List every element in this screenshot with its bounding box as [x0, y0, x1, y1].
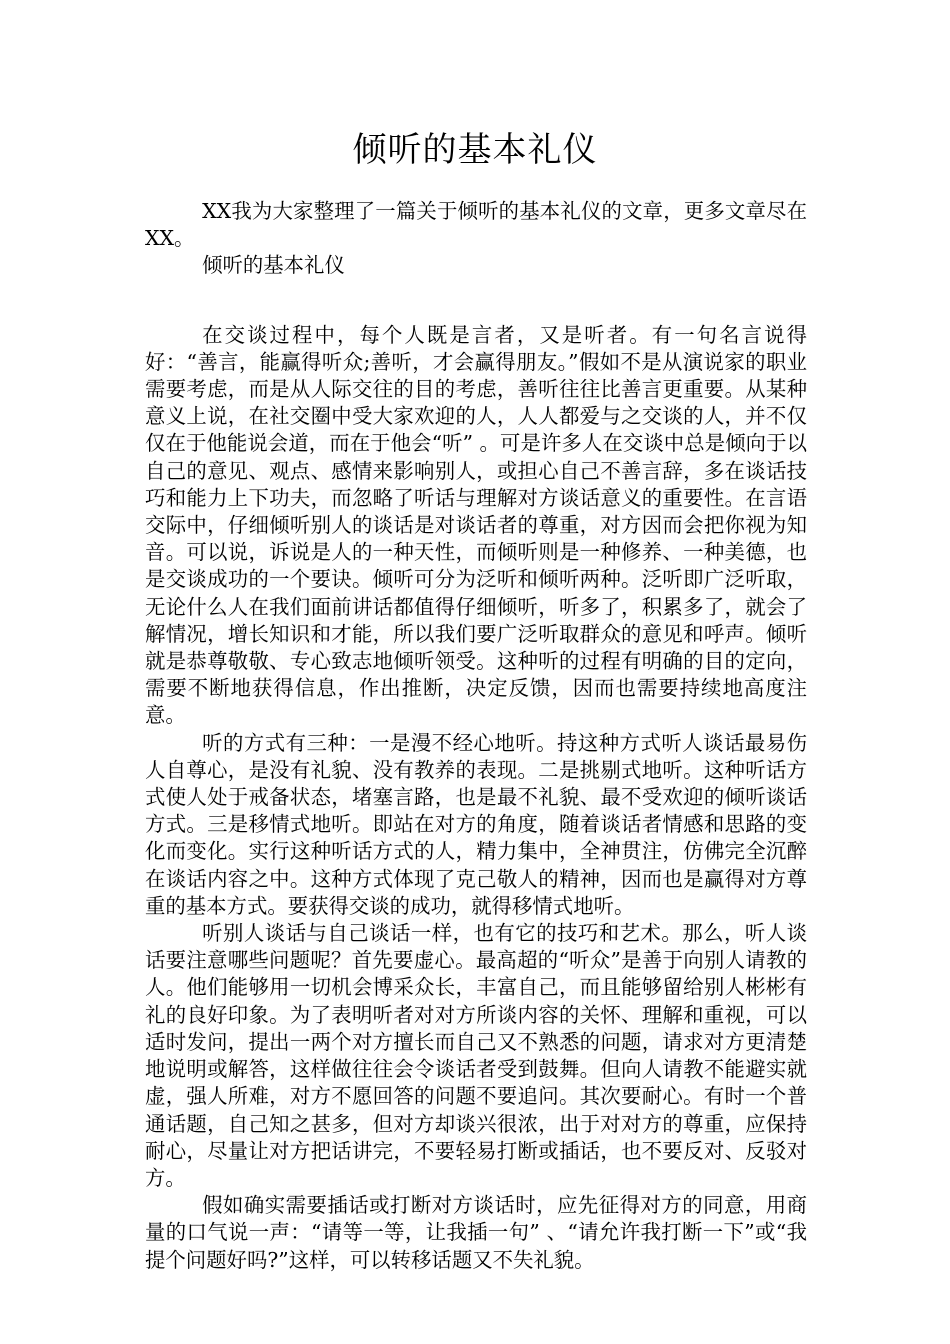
intro-paragraph: XX我为大家整理了一篇关于倾听的基本礼仪的文章，更多文章尽在XX。 [145, 199, 807, 251]
page-title: 倾听的基本礼仪 [352, 130, 598, 170]
blank-line [145, 280, 807, 322]
body-paragraph: 在交谈过程中，每个人既是言者，又是听者。有一句名言说得好：“善言，能赢得听众;善听，才会赢得朋友。”假如不是从演说家的职业需要考虑，而是从人际交往的目的考虑，善听往往比善言更重要。从某种意义上说，在社交圈中受大家欢迎的人，人人都爱与之交谈的人，并不仅仅在于他能说会道，而在于他会“听” 。可是许多人在交谈中总是倾向于以自己的意见、观点、感情来影响别人，或担心自己不善言辞，多在谈话技巧和能力上下功夫，而忽略了听话与理解对方谈话意义的重要性。在言语交际中，仔细倾听别人的谈话是对谈话者的尊重，对方因而会把你视为知音。可以说，诉说是人的一种天性，而倾听则是一种修养、一种美德，也是交谈成功的一个要诀。倾听可分为泛听和倾听两种。泛听即广泛听取，无论什么人在我们面前讲话都值得仔细倾听，听多了，积累多了，就会了解情况，增长知识和才能，所以我们要广泛听取群众的意见和呼声。倾听就是恭尊敬敬、专心致志地倾听领受。这种听的过程有明确的目的定向，需要不断地获得信息，作出推断，决定反馈，因而也需要持续地高度注意。 [145, 322, 807, 728]
body-paragraph: 假如确实需要插话或打断对方谈话时，应先征得对方的同意，用商量的口气说一声：“请等一等，让我插一句” 、“请允许我打断一下”或“我提个问题好吗?”这样，可以转移话题又不失礼貌。 [145, 1193, 807, 1272]
body-paragraph: 听别人谈话与自己谈话一样，也有它的技巧和艺术。那么，听人谈话要注意哪些问题呢？首先要虚心。最高超的“听众”是善于向别人请教的人。他们能够用一切机会博采众长，丰富自己，而且能够留给别人彬彬有礼的良好印象。为了表明听者对对方所谈内容的关怀、理解和重视，可以适时发问，提出一两个对方擅长而自己又不熟悉的问题，请求对方更清楚地说明或解答，这样做往往会令谈话者受到鼓舞。但向人请教不能避实就虚，强人所难，对方不愿回答的问题不要追问。其次要耐心。有时一个普通话题，自己知之甚多，但对方却谈兴很浓，出于对对方的尊重，应保持耐心，尽量让对方把话讲完，不要轻易打断或插话，也不要反对、反驳对方。 [145, 921, 807, 1190]
section-subtitle: 倾听的基本礼仪 [202, 253, 345, 278]
body-paragraph: 听的方式有三种：一是漫不经心地听。持这种方式听人谈话最易伤人自尊心，是没有礼貌、没有教养的表现。二是挑剔式地听。这种听话方式使人处于戒备状态，堵塞言路，也是最不礼貌、最不受欢迎的倾听谈话方式。三是移情式地听。即站在对方的角度，随着谈话者情感和思路的变化而变化。实行这种听话方式的人，精力集中，全神贯注，仿佛完全沉醉在谈话内容之中。这种方式体现了克己敬人的精神，因而也是赢得对方尊重的基本方式。要获得交谈的成功，就得移情式地听。 [145, 730, 807, 918]
document-body [145, 198, 807, 1274]
